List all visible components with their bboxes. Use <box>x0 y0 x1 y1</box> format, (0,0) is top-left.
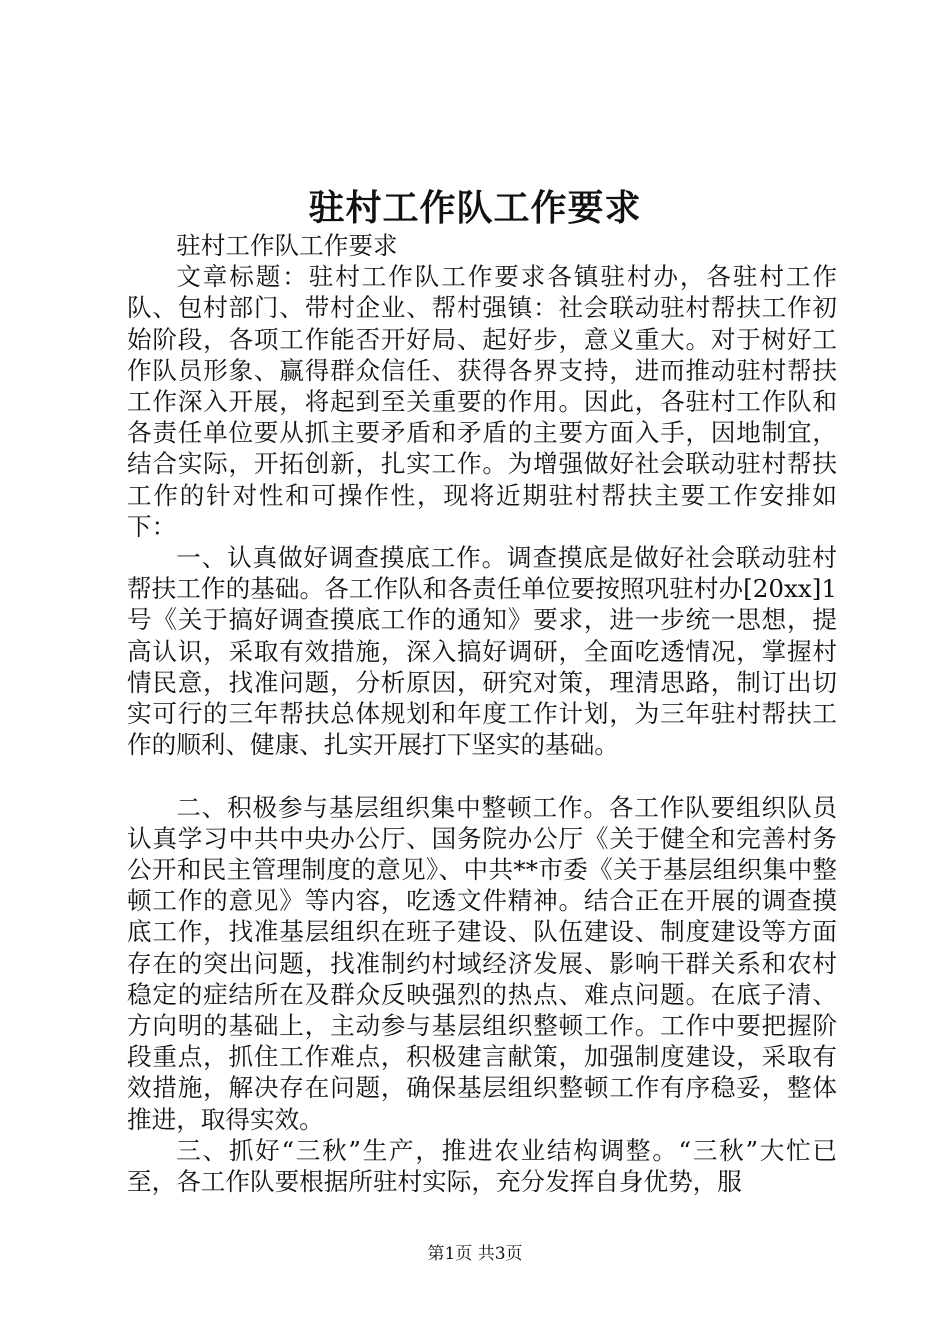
document-body <box>127 230 837 1197</box>
document-title: 驻村工作队工作要求 <box>308 187 642 229</box>
paragraph-section-1: 一、认真做好调查摸底工作。调查摸底是做好社会联动驻村帮扶工作的基础。各工作队和各责任单位要按照巩驻村办[20xx]1号《关于搞好调查摸底工作的通知》要求，进一步统一思想，提高认识，采取有效措施，深入搞好调研，全面吃透情况，掌握村情民意，找准问题，分析原因，研究对策，理清思路，制订出切实可行的三年帮扶总体规划和年度工作计划，为三年驻村帮扶工作的顺利、健康、扎实开展打下坚实的基础。 <box>127 543 837 760</box>
paragraph-gap <box>127 760 837 791</box>
paragraph-heading-repeat: 驻村工作队工作要求 <box>176 231 398 260</box>
paragraph-section-2: 二、积极参与基层组织集中整顿工作。各工作队要组织队员认真学习中共中央办公厅、国务院办公厅《关于健全和完善村务公开和民主管理制度的意见》、中共**市委《关于基层组织集中整顿工作的意见》等内容，吃透文件精神。结合正在开展的调查摸底工作，找准基层组织在班子建设、队伍建设、制度建设等方面存在的突出问题，找准制约村域经济发展、影响干群关系和农村稳定的症结所在及群众反映强烈的热点、难点问题。在底子清、方向明的基础上，主动参与基层组织整顿工作。工作中要把握阶段重点，抓住工作难点，积极建言献策，加强制度建设，采取有效措施，解决存在问题，确保基层组织整顿工作有序稳妥，整体推进，取得实效。 <box>127 792 837 1134</box>
page-footer: 第1页 共3页 <box>427 1244 523 1264</box>
paragraph-section-3: 三、抓好“三秋”生产，推进农业结构调整。“三秋”大忙已至，各工作队要根据所驻村实际，充分发挥自身优势，服 <box>127 1135 837 1197</box>
paragraph-intro: 文章标题：驻村工作队工作要求各镇驻村办，各驻村工作队、包村部门、带村企业、帮村强镇：社会联动驻村帮扶工作初始阶段，各项工作能否开好局、起好步，意义重大。对于树好工作队员形象、赢得群众信任、获得各界支持，进而推动驻村帮扶工作深入开展，将起到至关重要的作用。因此，各驻村工作队和各责任单位要从抓主要矛盾和矛盾的主要方面入手，因地制宜，结合实际，开拓创新，扎实工作。为增强做好社会联动驻村帮扶工作的针对性和可操作性，现将近期驻村帮扶主要工作安排如下： <box>127 262 837 541</box>
